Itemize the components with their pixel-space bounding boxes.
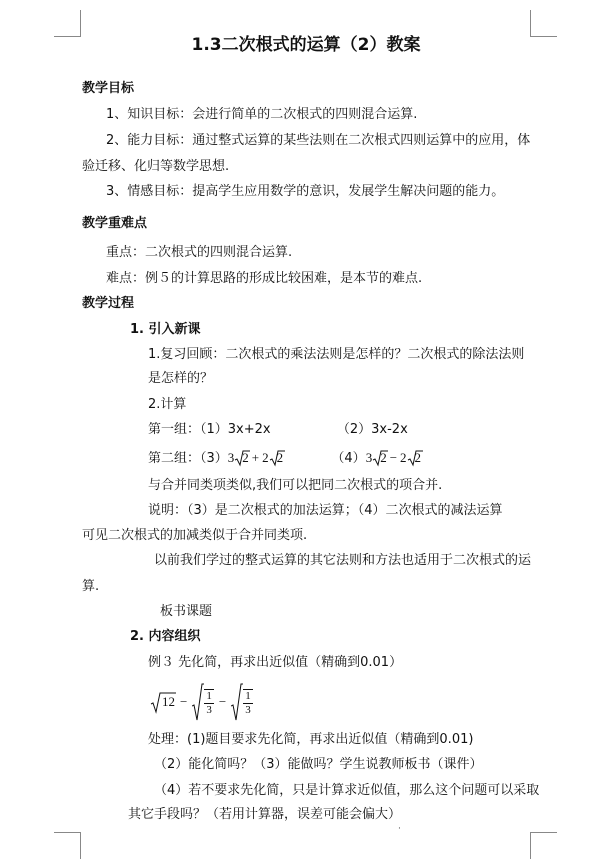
group-1-row [148,421,408,439]
document-title: 1.3二次根式的运算（2）教案 [191,35,421,55]
analogy-line: 与合并同类项类似,我们可以把同二次根式的项合并. [148,478,443,493]
goal-2-line-1: 2、能力目标：通过整式运算的某些法则在二次根式四则运算中的应用，体 [106,133,531,148]
margin-corner-top-left [54,10,81,37]
handle-line-4: 其它手段吗？（若用计算器，误差可能会偏大） [128,807,402,822]
group-2-row [148,449,421,468]
handle-line-3: （4）若不要求先化简，只是计算求近似值，那么这个问题可以采取 [154,783,540,798]
prior-line-2: 算. [82,579,100,594]
group-1-part-b: （2）3x-2x [336,422,408,437]
review-line-1: 1.复习回顾：二次根式的乘法法则是怎样的？二次根式的除法法则 [148,347,525,362]
expression-3: 3 2 + 2 2 [227,450,284,465]
radical-sign-icon [231,682,243,722]
handle-line-2: （2）能化简吗？（3）能做吗？学生说教师板书（课件） [154,757,483,772]
board-title: 板书课题 [160,604,213,619]
goal-1: 1、知识目标：会进行简单的二次根式的四则混合运算. [106,107,418,122]
review-line-2: 是怎样的？ [148,371,214,386]
group-2-part-b: （4） [331,451,366,466]
footer-mark: · [398,824,401,834]
margin-corner-bottom-left [54,832,81,859]
example-3-expression: 12 − 1 3 − 1 3 [150,682,253,722]
explain-line-1: 说明：（3）是二次根式的加法运算；（4）二次根式的减法运算 [148,503,503,518]
margin-corner-bottom-right [530,832,557,859]
goals-heading: 教学目标 [82,81,135,96]
expression-4: 3 2 − 2 2 [365,450,422,465]
key-point: 重点：二次根式的四则混合运算. [106,245,293,260]
goal-2-line-2: 验迁移、化归等数学思想. [82,159,230,174]
part-2-heading: 2. 内容组织 [130,629,201,644]
calc-label: 2.计算 [148,397,187,412]
goal-3: 3、情感目标：提高学生应用数学的意识，发展学生解决问题的能力。 [106,184,505,199]
process-heading: 教学过程 [82,296,135,311]
part-1-heading: 1. 引入新课 [130,322,201,337]
difficulty-point: 难点：例５的计算思路的形成比较困难，是本节的难点. [106,271,423,286]
prior-line-1: 以前我们学过的整式运算的其它法则和方法也适用于二次根式的运 [154,553,532,568]
group-2-part-a: 第二组：（3） [148,451,228,466]
margin-corner-top-right [530,10,557,37]
handle-line-1: 处理：(1)题目要求先化简，再求出近似值（精确到0.01) [148,732,474,747]
group-1-part-a: 第一组：（1）3x+2x [148,422,271,437]
explain-line-2: 可见二次根式的加减类似于合并同类项. [82,528,308,543]
radical-sign-icon [192,682,204,722]
key-points-heading: 教学重难点 [82,216,148,231]
example-3-line: 例３ 先化简，再求出近似值（精确到0.01） [148,655,403,670]
